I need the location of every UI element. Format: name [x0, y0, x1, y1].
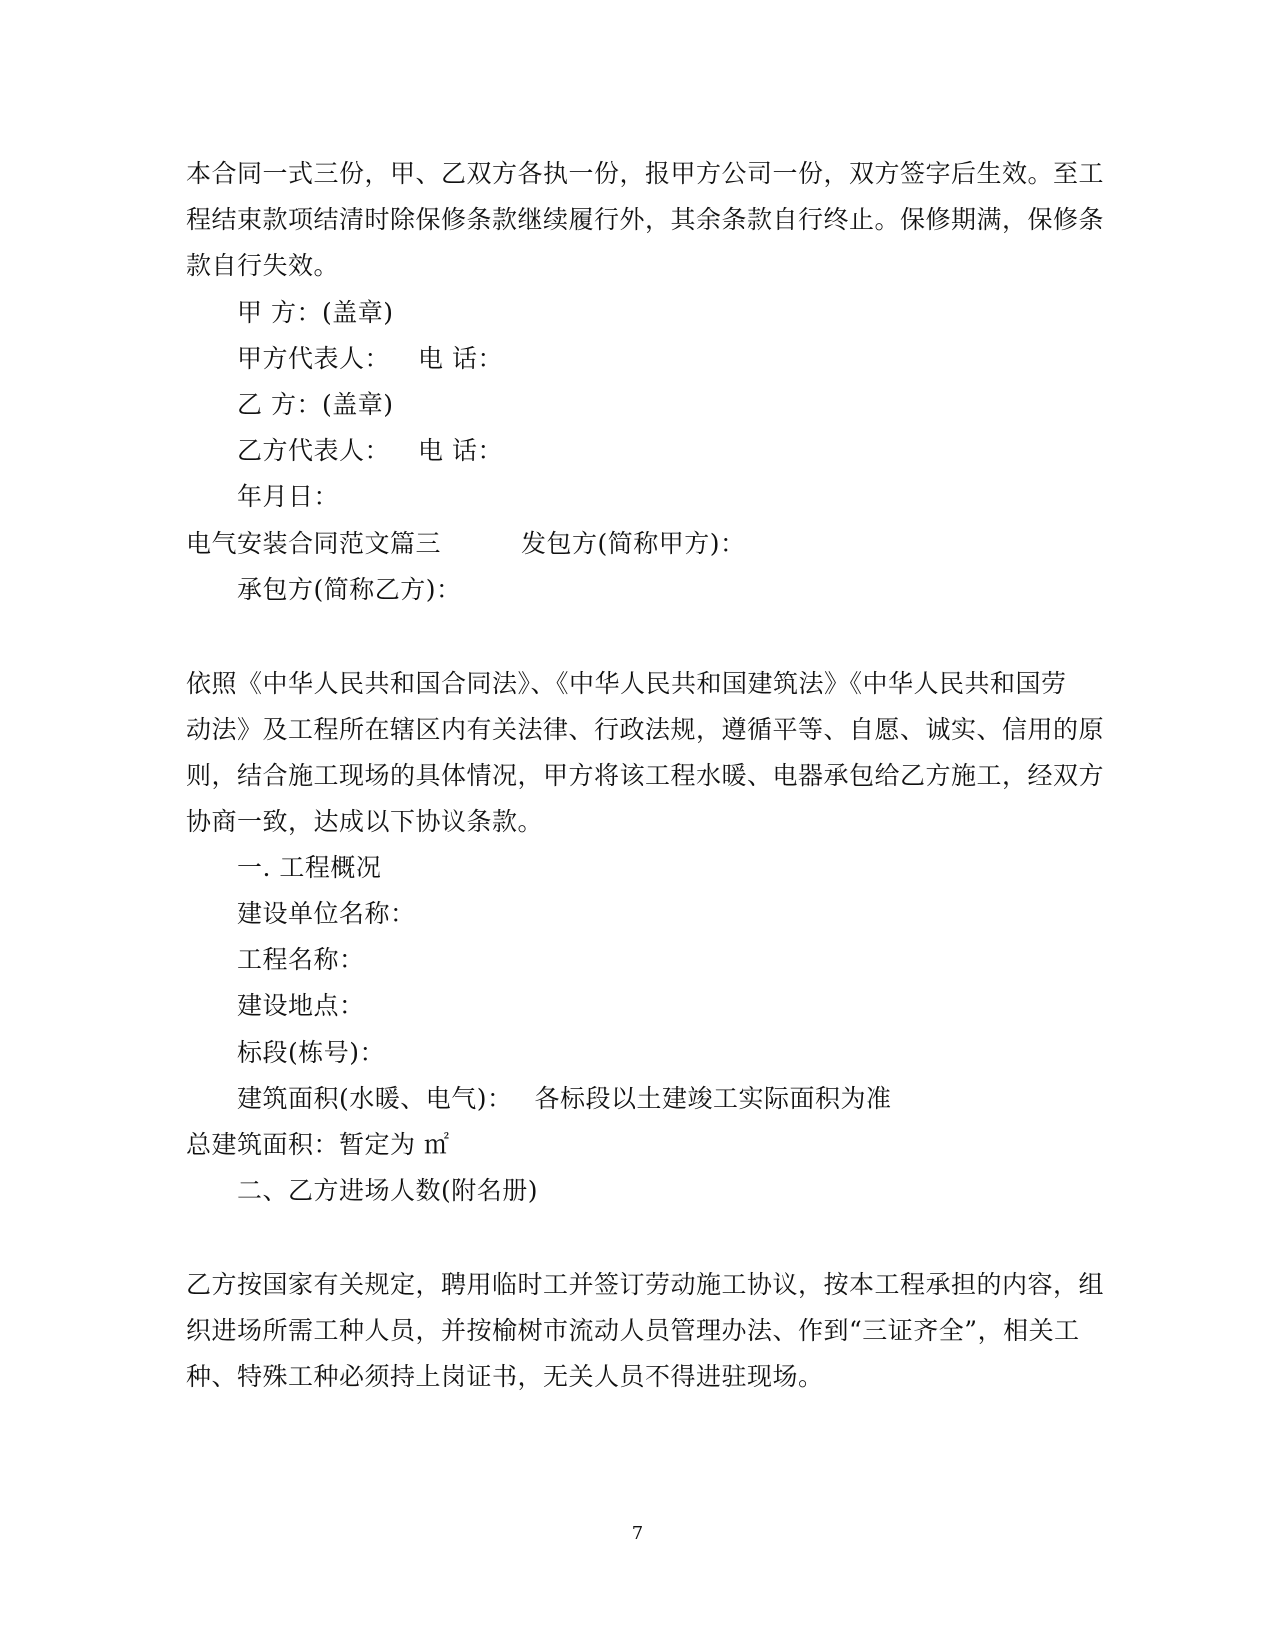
section-heading: 二、乙方进场人数(附名册) — [237, 1176, 539, 1205]
section-number-label: 标段(栋号)： — [237, 1038, 386, 1067]
party-b-rep-label: 乙方代表人： — [237, 436, 391, 465]
party-b-representative-line — [237, 435, 503, 467]
location-label: 建设地点： — [237, 991, 365, 1020]
paragraph-line: 乙方按国家有关规定，聘用临时工并签订劳动施工协议，按本工程承担的内容，组 — [186, 1270, 1105, 1299]
building-area-value: 各标段以土建竣工实际面积为准 — [534, 1084, 892, 1113]
paragraph-line: 本合同一式三份，甲、乙双方各执一份，报甲方公司一份，双方签字后生效。至工 — [186, 159, 1105, 188]
contract-title: 电气安装合同范文篇三 — [186, 529, 442, 558]
paragraph-line: 依照《中华人民共和国合同法》、《中华人民共和国建筑法》《中华人民共和国劳 — [186, 669, 1067, 698]
paragraph-line: 动法》及工程所在辖区内有关法律、行政法规，遵循平等、自愿、诚实、信用的原 — [186, 715, 1105, 744]
party-b-phone-label: 电 话： — [418, 436, 503, 465]
party-a-representative-line — [237, 343, 503, 375]
date-label: 年月日： — [237, 482, 340, 511]
party-b-seal: 乙 方：(盖章) — [237, 390, 394, 419]
employer-label: 发包方(简称甲方)： — [521, 529, 746, 558]
contractor-label: 承包方(简称乙方)： — [237, 575, 462, 604]
paragraph-line: 协商一致，达成以下协议条款。 — [186, 807, 544, 836]
party-a-phone-label: 电 话： — [418, 344, 503, 373]
party-a-rep-label: 甲方代表人： — [237, 344, 391, 373]
client-name-label: 建设单位名称： — [237, 899, 416, 928]
paragraph-line: 款自行失效。 — [186, 251, 340, 280]
paragraph-line: 程结束款项结清时除保修条款继续履行外，其余条款自行终止。保修期满，保修条 — [186, 205, 1105, 234]
paragraph-line: 织进场所需工种人员，并按榆树市流动人员管理办法、作到“三证齐全”，相关工 — [186, 1316, 1080, 1345]
total-area-line: 总建筑面积：暂定为 ㎡ — [186, 1130, 450, 1159]
page-number: 7 — [631, 1523, 644, 1544]
party-a-seal: 甲 方：(盖章) — [237, 298, 394, 327]
contract-title-line — [186, 528, 746, 560]
building-area-label: 建筑面积(水暖、电气)： — [237, 1084, 513, 1113]
paragraph-line: 种、特殊工种必须持上岗证书，无关人员不得进驻现场。 — [186, 1362, 824, 1391]
paragraph-line: 则，结合施工现场的具体情况，甲方将该工程水暖、电器承包给乙方施工，经双方 — [186, 761, 1105, 790]
project-name-label: 工程名称： — [237, 945, 365, 974]
building-area-line — [237, 1083, 892, 1115]
section-heading: 一. 工程概况 — [237, 853, 382, 882]
